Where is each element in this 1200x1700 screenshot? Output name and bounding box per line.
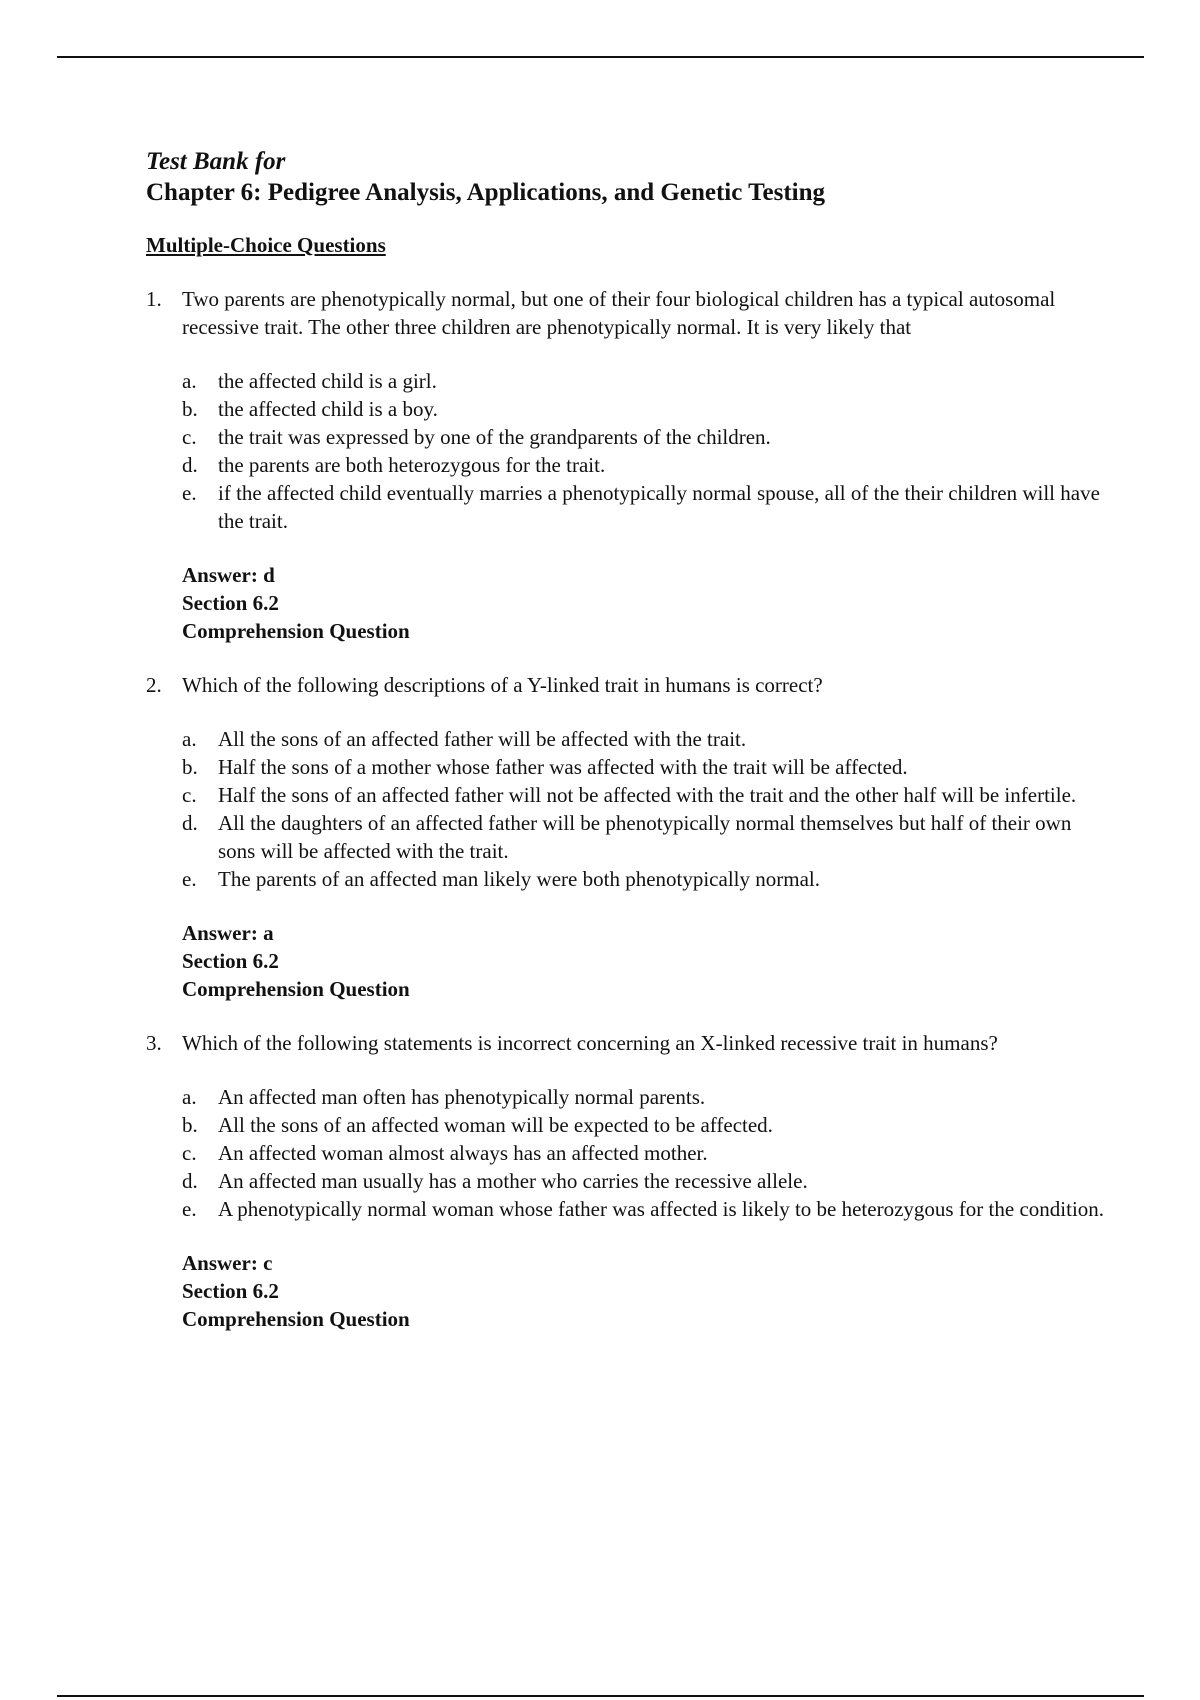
answer-meta bbox=[182, 561, 1106, 645]
section-reference: Section 6.2 bbox=[182, 949, 279, 973]
option-letter: b. bbox=[182, 397, 198, 421]
top-rule bbox=[57, 56, 1144, 58]
option-text: the trait was expressed by one of the grandparents of the children. bbox=[218, 425, 771, 449]
option-letter: d. bbox=[182, 1169, 198, 1193]
question-text: Which of the following statements is incorrect concerning an X-linked recessive trait in humans? bbox=[182, 1031, 998, 1055]
option-text: An affected man often has phenotypically normal parents. bbox=[218, 1085, 706, 1109]
option-text: A phenotypically normal woman whose father was affected is likely to be heterozygous for the condition. bbox=[218, 1197, 1105, 1221]
option-text: All the sons of an affected woman will be expected to be affected. bbox=[218, 1113, 773, 1137]
bottom-rule bbox=[57, 1695, 1144, 1697]
option-text: The parents of an affected man likely were both phenotypically normal. bbox=[218, 867, 820, 891]
option-letter: e. bbox=[182, 1197, 197, 1221]
section-heading: Multiple-Choice Questions bbox=[146, 233, 386, 257]
option-letter: b. bbox=[182, 755, 198, 779]
option-letter: a. bbox=[182, 727, 197, 751]
question-number: 3. bbox=[146, 1031, 162, 1055]
option-e bbox=[182, 865, 1106, 893]
option-text: All the sons of an affected father will be affected with the trait. bbox=[218, 727, 747, 751]
option-letter: e. bbox=[182, 867, 197, 891]
question-1 bbox=[146, 285, 1106, 645]
option-letter: e. bbox=[182, 481, 197, 505]
option-letter: d. bbox=[182, 811, 198, 835]
option-c bbox=[182, 781, 1106, 809]
option-a bbox=[182, 367, 1106, 395]
option-letter: c. bbox=[182, 783, 197, 807]
question-type: Comprehension Question bbox=[182, 619, 410, 643]
option-letter: b. bbox=[182, 1113, 198, 1137]
answer-meta bbox=[182, 919, 1106, 1003]
option-text: Half the sons of an affected father will not be affected with the trait and the other half will be infertile. bbox=[218, 783, 1077, 807]
option-text: All the daughters of an affected father will be phenotypically normal themselves but half of their own sons will be affected with the trait. bbox=[218, 811, 1072, 863]
chapter-title: Chapter 6: Pedigree Analysis, Applications, and Genetic Testing bbox=[146, 179, 826, 206]
question-number: 1. bbox=[146, 287, 162, 311]
option-a bbox=[182, 1083, 1106, 1111]
option-c bbox=[182, 423, 1106, 451]
document-title: Test Bank for bbox=[146, 148, 286, 175]
option-d bbox=[182, 1167, 1106, 1195]
option-e bbox=[182, 479, 1106, 535]
question-text: Two parents are phenotypically normal, but one of their four biological children has a typical autosomal recessive trait. The other three children are phenotypically normal. It is very likely that bbox=[182, 287, 1056, 339]
answer-meta bbox=[182, 1249, 1106, 1333]
question-type: Comprehension Question bbox=[182, 1307, 410, 1331]
option-b bbox=[182, 753, 1106, 781]
section-reference: Section 6.2 bbox=[182, 591, 279, 615]
answer-key: Answer: a bbox=[182, 921, 274, 945]
option-c bbox=[182, 1139, 1106, 1167]
option-letter: c. bbox=[182, 425, 197, 449]
option-text: if the affected child eventually marries a phenotypically normal spouse, all of the their children will have the trait. bbox=[218, 481, 1100, 533]
answer-options bbox=[182, 1083, 1106, 1223]
question-2 bbox=[146, 671, 1106, 1003]
option-letter: c. bbox=[182, 1141, 197, 1165]
question-text: Which of the following descriptions of a Y-linked trait in humans is correct? bbox=[182, 673, 823, 697]
option-letter: a. bbox=[182, 369, 197, 393]
question-number: 2. bbox=[146, 673, 162, 697]
option-text: Half the sons of a mother whose father was affected with the trait will be affected. bbox=[218, 755, 908, 779]
answer-options bbox=[182, 725, 1106, 893]
document-body bbox=[146, 146, 1106, 1333]
option-b bbox=[182, 1111, 1106, 1139]
answer-key: Answer: d bbox=[182, 563, 275, 587]
section-reference: Section 6.2 bbox=[182, 1279, 279, 1303]
option-text: the affected child is a boy. bbox=[218, 397, 438, 421]
option-letter: d. bbox=[182, 453, 198, 477]
option-b bbox=[182, 395, 1106, 423]
option-d bbox=[182, 451, 1106, 479]
option-a bbox=[182, 725, 1106, 753]
option-letter: a. bbox=[182, 1085, 197, 1109]
option-d bbox=[182, 809, 1106, 865]
option-text: An affected woman almost always has an affected mother. bbox=[218, 1141, 708, 1165]
option-text: the affected child is a girl. bbox=[218, 369, 437, 393]
option-text: the parents are both heterozygous for the trait. bbox=[218, 453, 606, 477]
answer-options bbox=[182, 367, 1106, 535]
question-3 bbox=[146, 1029, 1106, 1333]
question-type: Comprehension Question bbox=[182, 977, 410, 1001]
option-text: An affected man usually has a mother who carries the recessive allele. bbox=[218, 1169, 808, 1193]
option-e bbox=[182, 1195, 1106, 1223]
answer-key: Answer: c bbox=[182, 1251, 273, 1275]
